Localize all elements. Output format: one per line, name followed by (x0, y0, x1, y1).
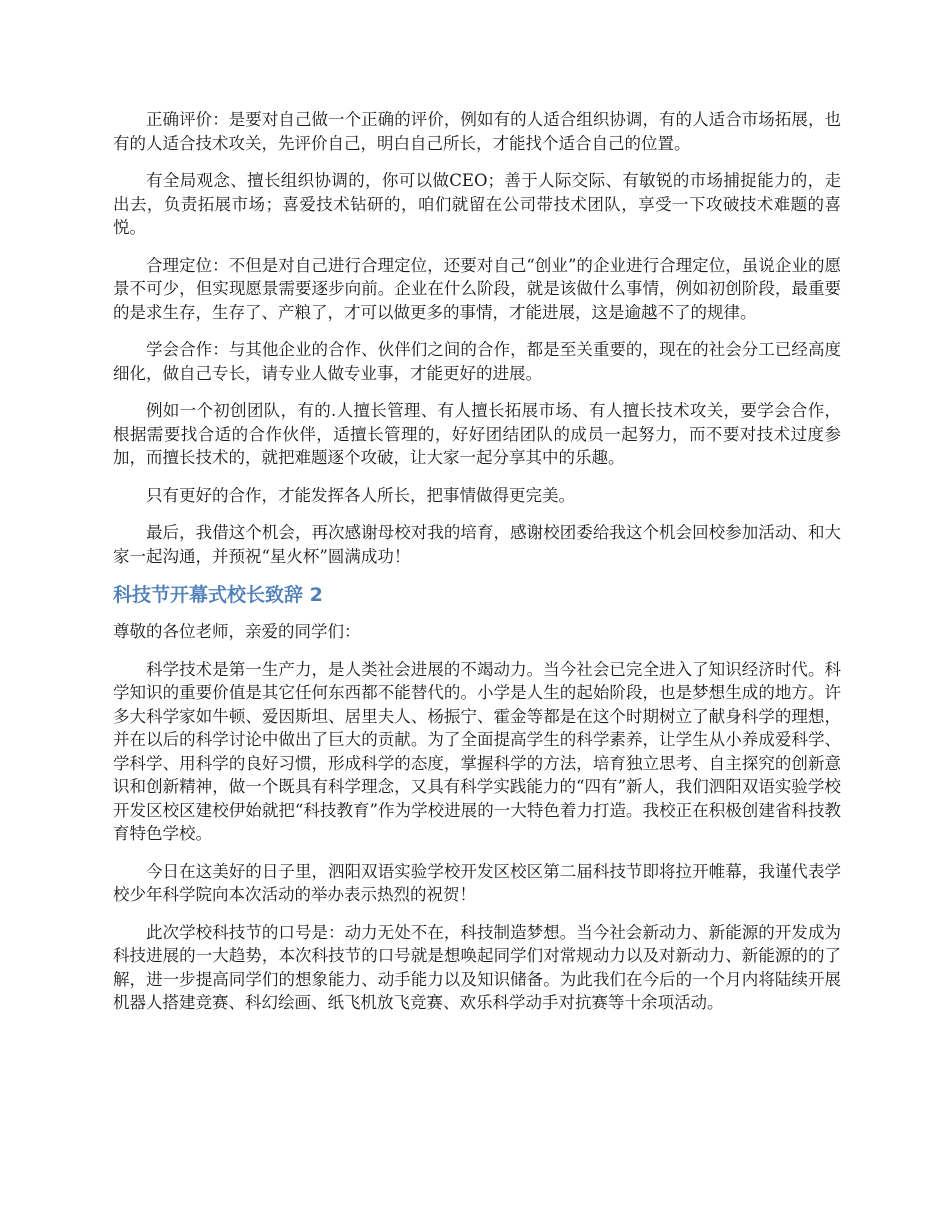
paragraph-learn-cooperation: 学会合作：与其他企业的合作、伙伴们之间的合作，都是至关重要的，现在的社会分工已经高度细化，做自己专长，请专业人做专业事，才能更好的进展。 (113, 340, 841, 383)
paragraph-closing-thanks: 最后，我借这个机会，再次感谢母校对我的培育，感谢校团委给我这个机会回校参加活动、和大家一起沟通，并预祝“星火杯”圆满成功！ (113, 523, 841, 566)
paragraph-festival-slogan: 此次学校科技节的口号是：动力无处不在，科技制造梦想。当今社会新动力、新能源的开发成为科技进展的一大趋势，本次科技节的口号就是想唤起同学们对常规动力以及对新动力、新能源的的了解，进一步提高同学们的想象能力、动手能力以及知识储备。为此我们在今后的一个月内将陆续开展机器人搭建竞赛、科幻绘画、纸飞机放飞竞赛、欢乐科学动手对抗赛等十余项活动。 (113, 922, 841, 1012)
document-page (113, 108, 841, 1029)
paragraph-festival-opening: 今日在这美好的日子里，泗阳双语实验学校开发区校区第二届科技节即将拉开帷幕，我谨代表学校少年科学院向本次活动的举办表示热烈的祝贺！ (113, 861, 841, 904)
paragraph-reasonable-positioning: 合理定位：不但是对自己进行合理定位，还要对自己“创业”的企业进行合理定位，虽说企业的愿景不可少，但实现愿景需要逐步向前。企业在什么阶段，就是该做什么事情，例如初创阶段，最重要的是求生存，生存了、产粮了，才可以做更多的事情，才能进展，这是逾越不了的规律。 (113, 255, 841, 322)
paragraph-global-view: 有全局观念、擅长组织协调的，你可以做CEO；善于人际交际、有敏锐的市场捕捉能力的，走出去，负责拓展市场；喜爱技术钻研的，咱们就留在公司带技术团队，享受一下攻破技术难题的喜悦。 (113, 171, 841, 237)
paragraph-correct-evaluation: 正确评价：是要对自己做一个正确的评价，例如有的人适合组织协调，有的人适合市场拓展，也有的人适合技术攻关，先评价自己，明白自己所长，才能找个适合自己的位置。 (113, 110, 841, 153)
paragraph-science-technology: 科学技术是第一生产力，是人类社会进展的不竭动力。当今社会已完全进入了知识经济时代。科学知识的重要价值是其它任何东西都不能替代的。小学是人生的起始阶段，也是梦想生成的地方。许多大科学家如牛顿、爱因斯坦、居里夫人、杨振宁、霍金等都是在这个时期树立了献身科学的理想，并在以后的科学讨论中做出了巨大的贡献。为了全面提高学生的科学素养，让学生从小养成爱科学、学科学、用科学的良好习惯，形成科学的态度，掌握科学的方法，培育独立思考、自主探究的创新意识和创新精神，做一个既具有科学理念，又具有科学实践能力的“四有”新人，我们泗阳双语实验学校开发区校区建校伊始就把“科技教育”作为学校进展的一大特色着力打造。我校正在积极创建省科技教育特色学校。 (113, 659, 841, 843)
greeting-line: 尊敬的各位老师，亲爱的同学们： (113, 622, 361, 641)
section-heading: 科技节开幕式校长致辞 2 (113, 584, 323, 606)
paragraph-startup-team-example: 例如一个初创团队，有的.人擅长管理、有人擅长拓展市场、有人擅长技术攻关，要学会合作，根据需要找合适的合作伙伴，适擅长管理的，好好团结团队的成员一起努力，而不要对技术过度参加，而擅长技术的，就把难题逐个攻破，让大家一起分享其中的乐趣。 (113, 401, 841, 467)
paragraph-better-cooperation: 只有更好的合作，才能发挥各人所长，把事情做得更完美。 (146, 485, 575, 505)
